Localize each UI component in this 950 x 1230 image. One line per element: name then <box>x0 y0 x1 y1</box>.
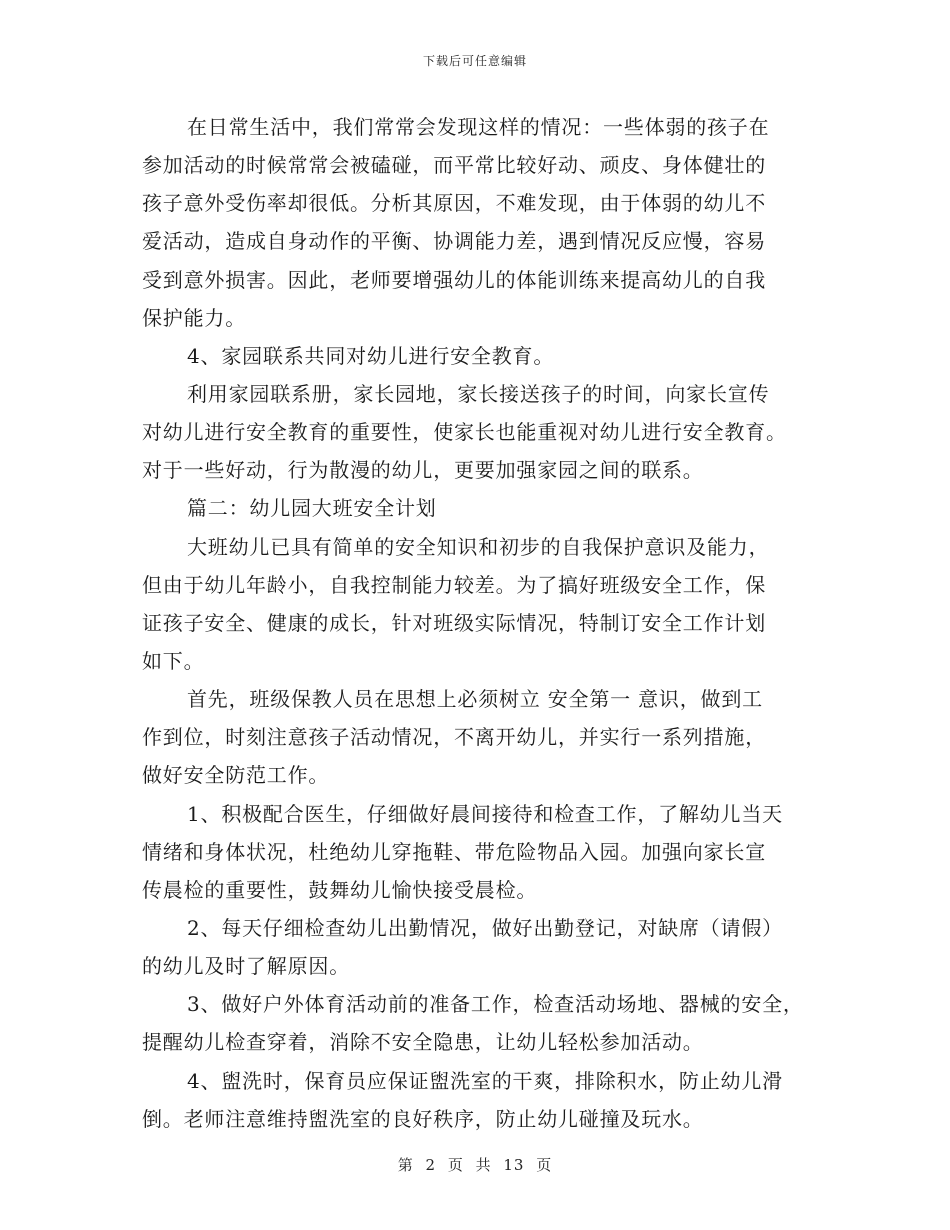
text-line: 首先，班级保教人员在思想上必须树立 安全第一 意识，做到工 <box>187 687 763 712</box>
text-line: 对幼儿进行安全教育的重要性，使家长也能重视对幼儿进行安全教育。 <box>142 420 787 445</box>
body-text <box>142 108 832 1138</box>
text-line: 1、积极配合医生，仔细做好晨间接待和检查工作，了解幼儿当天 <box>187 801 783 826</box>
text-line: 对于一些好动，行为散漫的幼儿，更要加强家园之间的联系。 <box>142 458 704 483</box>
text-line: 2、每天仔细检查幼儿出勤情况，做好出勤登记，对缺席（请假） <box>187 915 783 940</box>
text-line: 保护能力。 <box>142 305 246 330</box>
text-line: 但由于幼儿年龄小，自我控制能力较差。为了搞好班级安全工作，保 <box>142 572 766 597</box>
text-line: 爱活动，造成自身动作的平衡、协调能力差，遇到情况反应慢，容易 <box>142 229 766 254</box>
text-line: 4、家园联系共同对幼儿进行安全教育。 <box>187 343 555 368</box>
text-line: 篇二：幼儿园大班安全计划 <box>187 496 437 521</box>
text-line: 3、做好户外体育活动前的准备工作，检查活动场地、器械的安全， <box>187 992 804 1017</box>
text-line: 如下。 <box>142 648 205 673</box>
text-line: 利用家园联系册，家长园地，家长接送孩子的时间，向家长宣传 <box>187 381 770 406</box>
text-line: 孩子意外受伤率却很低。分析其原因，不难发现，由于体弱的幼儿不 <box>142 191 766 216</box>
text-line: 大班幼儿已具有简单的安全知识和初步的自我保护意识及能力， <box>187 534 770 559</box>
text-line: 参加活动的时候常常会被磕碰，而平常比较好动、顽皮、身体健壮的 <box>142 153 766 178</box>
text-line: 做好安全防范工作。 <box>142 763 330 788</box>
text-line: 提醒幼儿检查穿着，消除不安全隐患，让幼儿轻松参加活动。 <box>142 1030 704 1055</box>
text-line: 4、盥洗时，保育员应保证盥洗室的干爽，排除积水，防止幼儿滑 <box>187 1068 783 1093</box>
text-line: 在日常生活中，我们常常会发现这样的情况：一些体弱的孩子在 <box>187 115 770 139</box>
text-line: 情绪和身体状况，杜绝幼儿穿拖鞋、带危险物品入园。加强向家长宣 <box>142 839 766 864</box>
text-line: 作到位，时刻注意孩子活动情况，不离开幼儿，并实行一系列措施， <box>142 725 766 750</box>
text-line: 倒。老师注意维持盥洗室的良好秩序，防止幼儿碰撞及玩水。 <box>142 1106 704 1131</box>
text-line: 证孩子安全、健康的成长，针对班级实际情况，特制订安全工作计划 <box>142 610 766 635</box>
text-line: 传晨检的重要性，鼓舞幼儿愉快接受晨检。 <box>142 877 538 902</box>
page-header: 下载后可任意编辑 <box>422 54 527 68</box>
text-line: 受到意外损害。因此，老师要增强幼儿的体能训练来提高幼儿的自我 <box>142 267 766 292</box>
text-line: 的幼儿及时了解原因。 <box>142 954 350 979</box>
page-footer: 第 2 页 共 13 页 <box>397 1156 553 1174</box>
